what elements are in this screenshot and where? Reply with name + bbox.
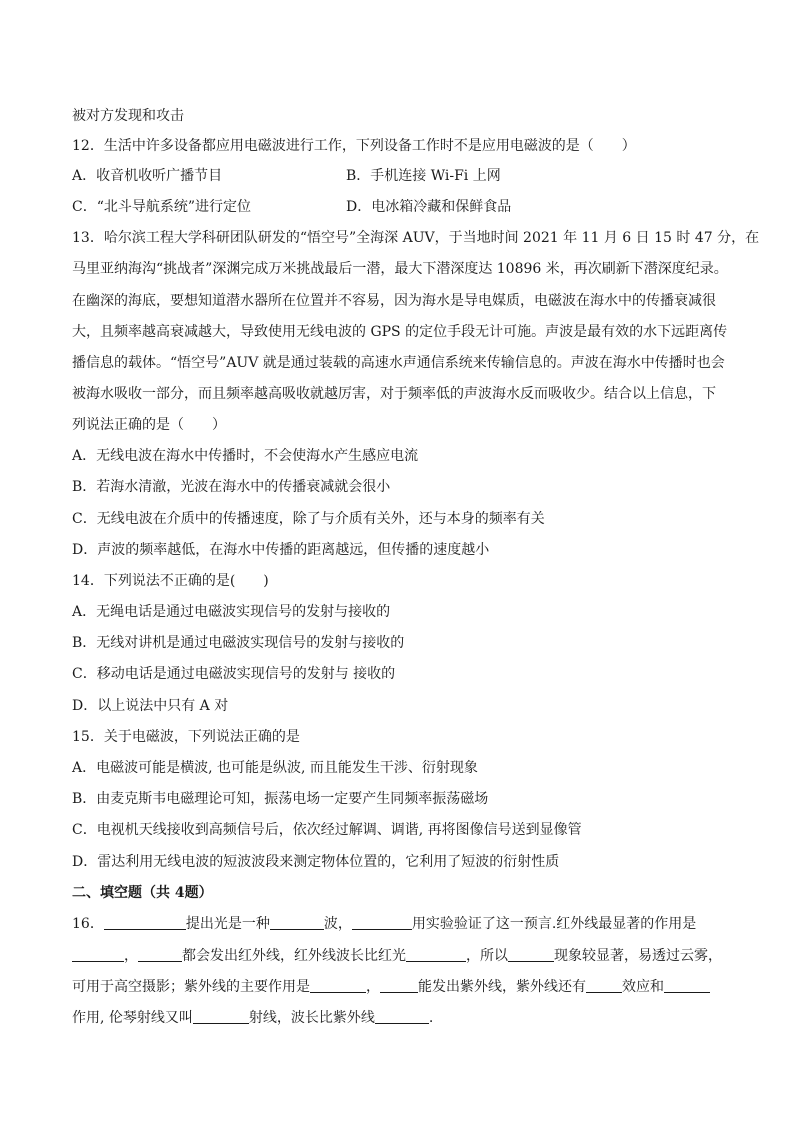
q13-option-d: D．声波的频率越低，在海水中传播的距离越远，但传播的速度越小: [72, 542, 490, 558]
answer-blank-4[interactable]: [72, 947, 124, 962]
answer-blank-5[interactable]: [138, 947, 182, 962]
q13-line-1: 13．哈尔滨工程大学科研团队研发的“悟空号”全海深 AUV，于当地时间 2021 年 11 月 6 日 15 时 47 分，在: [72, 230, 760, 246]
q16-text-2: 波，: [323, 916, 352, 932]
q16-line-1: [72, 914, 722, 934]
q13-option-a: A．无线电波在海水中传播时，不会使海水产生感应电流: [72, 448, 419, 464]
q16-text-1: 提出光是一种: [185, 916, 270, 932]
answer-blank-2[interactable]: [270, 915, 324, 930]
q15-option-d: D．雷达利用无线电波的短波波段来测定物体位置的，它利用了短波的衍射性质: [72, 854, 560, 870]
q16-number: 16．: [72, 916, 104, 932]
answer-blank-10[interactable]: [586, 978, 622, 993]
q16-text-6: ，所以: [466, 948, 508, 964]
answer-blank-13[interactable]: [375, 1009, 429, 1024]
q16-line-2: [72, 946, 722, 966]
q14-option-d: D．以上说法中只有 A 对: [72, 698, 229, 714]
answer-blank-1[interactable]: [104, 915, 186, 930]
q15-option-c: C．电视机天线接收到高频信号后，依次经过解调、调谐, 再将图像信号送到显像管: [72, 822, 582, 838]
q16-text-11: 效应和: [622, 979, 664, 995]
section-title-fill-in: 二、填空题（共 4题）: [72, 885, 213, 901]
q14-option-b: B．无线对讲机是通过电磁波实现信号的发射与接收的: [72, 635, 405, 651]
q12-option-b: B．手机连接 Wi-Fi 上网: [346, 168, 501, 184]
q16-text-7: 现象较显著，易透过云雾，: [554, 948, 722, 964]
q13-line-7: 列说法正确的是（ ）: [72, 417, 226, 433]
q12-option-d: D．电冰箱冷藏和保鲜食品: [346, 199, 512, 215]
q16-text-4: ，: [124, 948, 138, 964]
answer-blank-7[interactable]: [508, 947, 554, 962]
q15-option-b: B．由麦克斯韦电磁理论可知，振荡电场一定要产生同频率振荡磁场: [72, 791, 489, 807]
q16-text-8: 可用于高空摄影；紫外线的主要作用是: [72, 979, 310, 995]
q13-line-4: 大，且频率越高衰减越大，导致使用无线电波的 GPS 的定位手段无计可施。声波是最有效的水下远距离传: [72, 324, 728, 340]
q13-option-b: B．若海水清澈，光波在海水中的传播衰减就会很小: [72, 479, 391, 495]
q13-line-5: 播信息的载体。“悟空号”AUV 就是通过装载的高速水声通信系统来传输信息的。声波在海水中传播时也会: [72, 355, 725, 371]
q15-stem: 15．关于电磁波，下列说法正确的是: [72, 729, 300, 745]
q13-line-2: 马里亚纳海沟“挑战者”深渊完成万米挑战最后一潜，最大下潜深度达 10896 米，再次刷新下潜深度纪录。: [72, 261, 728, 277]
answer-blank-6[interactable]: [406, 947, 466, 962]
q15-option-a: A．电磁波可能是横波, 也可能是纵波, 而且能发生干涉、衍射现象: [72, 760, 478, 776]
q13-line-3: 在幽深的海底，要想知道潜水器所在位置并不容易，因为海水是导电媒质，电磁波在海水中的传播衰减很: [72, 293, 716, 309]
q14-stem: 14．下列说法不正确的是( ): [72, 573, 269, 589]
answer-blank-11[interactable]: [664, 978, 710, 993]
answer-blank-8[interactable]: [310, 978, 366, 993]
q16-text-13: 射线，波长比紫外线: [248, 1010, 375, 1026]
q16-text-3: 用实验验证了这一预言.红外线最显著的作用是: [411, 916, 697, 932]
q16-line-3: [72, 977, 722, 997]
q12-stem: 12．生活中许多设备都应用电磁波进行工作，下列设备工作时不是应用电磁波的是（ ）: [72, 138, 636, 154]
q16-text-9: ，: [366, 979, 380, 995]
q13-line-6: 被海水吸收一部分，而且频率越高吸收就越厉害，对于频率低的声波海水反而吸收少。结合以上信息，下: [72, 386, 716, 402]
answer-blank-9[interactable]: [380, 978, 418, 993]
q13-option-c: C．无线电波在介质中的传播速度，除了与介质有关外，还与本身的频率有关: [72, 511, 545, 527]
q14-option-c: C．移动电话是通过电磁波实现信号的发射与 接收的: [72, 666, 396, 682]
answer-blank-3[interactable]: [352, 915, 412, 930]
q16-text-5: 都会发出红外线，红外线波长比红光: [182, 948, 406, 964]
q16-text-12: 作用, 伦琴射线又叫: [72, 1010, 193, 1026]
q12-option-c: C．“北斗导航系统”进行定位: [72, 199, 252, 215]
q14-option-a: A．无绳电话是通过电磁波实现信号的发射与接收的: [72, 604, 391, 620]
q16-line-4: [72, 1008, 722, 1028]
q11-tail-text: 被对方发现和攻击: [72, 108, 184, 124]
answer-blank-12[interactable]: [193, 1009, 249, 1024]
q12-option-a: A．收音机收听广播节目: [72, 168, 223, 184]
q16-text-10: 能发出紫外线，紫外线还有: [418, 979, 586, 995]
q16-text-14: .: [428, 1010, 434, 1026]
